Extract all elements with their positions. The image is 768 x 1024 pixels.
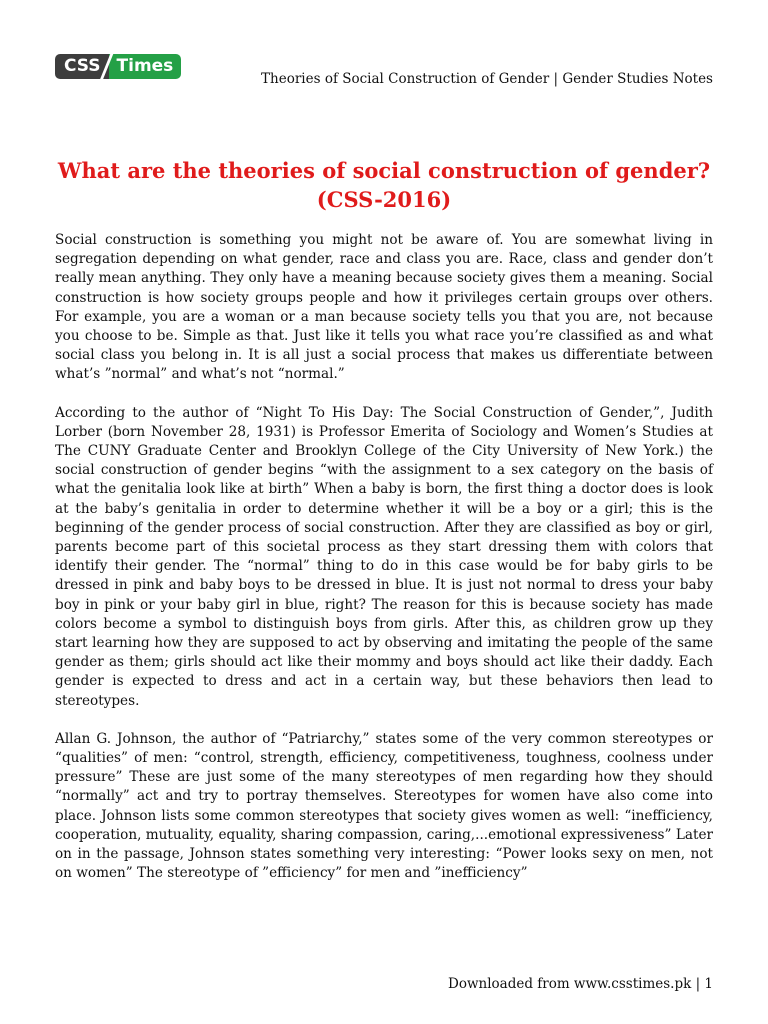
page-title: What are the theories of social construction of gender? (CSS-2016): [57, 158, 711, 212]
logo-css-text: CSS: [55, 54, 109, 79]
logo-times-text: Times: [109, 54, 182, 79]
running-header: Theories of Social Construction of Gender | Gender Studies Notes: [261, 71, 713, 87]
paragraph-2: According to the author of “Night To His Day: The Social Construction of Gender,”, Judith Lorber (born November 28, 1931) is Professor Emerita of Sociology and Women’s Studies at The CUNY Graduate Center and Brooklyn College of the City University of New York.) the social construction of gender begins “with the assignment to a sex category on the basis of what the genitalia look like at birth” When a baby is born, the first thing a doctor does is look at the baby’s genitalia in order to determine whether it will be a boy or a girl; this is the beginning of the gender process of social construction. After they are classified as boy or girl, parents become part of this societal process as they start dressing them with colors that identify their gender. The “normal” thing to do in this case would be for baby girls to be dressed in pink and baby boys to be dressed in blue. It is just not normal to dress your baby boy in pink or your baby girl in blue, right? The reason for this is because society has made colors become a symbol to distinguish boys from girls. After this, as children grow up they start learning how they are supposed to act by observing and imitating the people of the same gender as them; girls should act like their mommy and boys should act like their daddy. Each gender is expected to dress and act in a certain way, but these behaviors then lead to stereotypes.: [55, 404, 713, 709]
paragraph-1: Social construction is something you might not be aware of. You are somewhat living in segregation depending on what gender, race and class you are. Race, class and gender don’t really mean anything. They only have a meaning because society gives them a meaning. Social construction is how society groups people and how it privileges certain groups over others. For example, you are a woman or a man because society tells you that you are, not because you choose to be. Simple as that. Just like it tells you what race you’re classified as and what social class you belong in. It is all just a social process that makes us differentiate between what’s ”normal” and what’s not “normal.”: [55, 232, 713, 383]
page-footer: Downloaded from www.csstimes.pk | 1: [448, 976, 713, 992]
csstimes-logo: [55, 54, 181, 79]
document-body: [55, 231, 713, 903]
paragraph-3: Allan G. Johnson, the author of “Patriarchy,” states some of the very common stereotypes or “qualities” of men: “control, strength, efficiency, competitiveness, toughness, coolness under pressure” These are just some of the many stereotypes of men regarding how they should “normally” act and try to portray themselves. Stereotypes for women have also come into place. Johnson lists some common stereotypes that society gives women as well: “inefficiency, cooperation, mutuality, equality, sharing compassion, caring,...emotional expressiveness” Later on in the passage, Johnson states something very interesting: “Power looks sexy on men, not on women” The stereotype of ”efficiency” for men and ”inefficiency”: [55, 730, 713, 882]
